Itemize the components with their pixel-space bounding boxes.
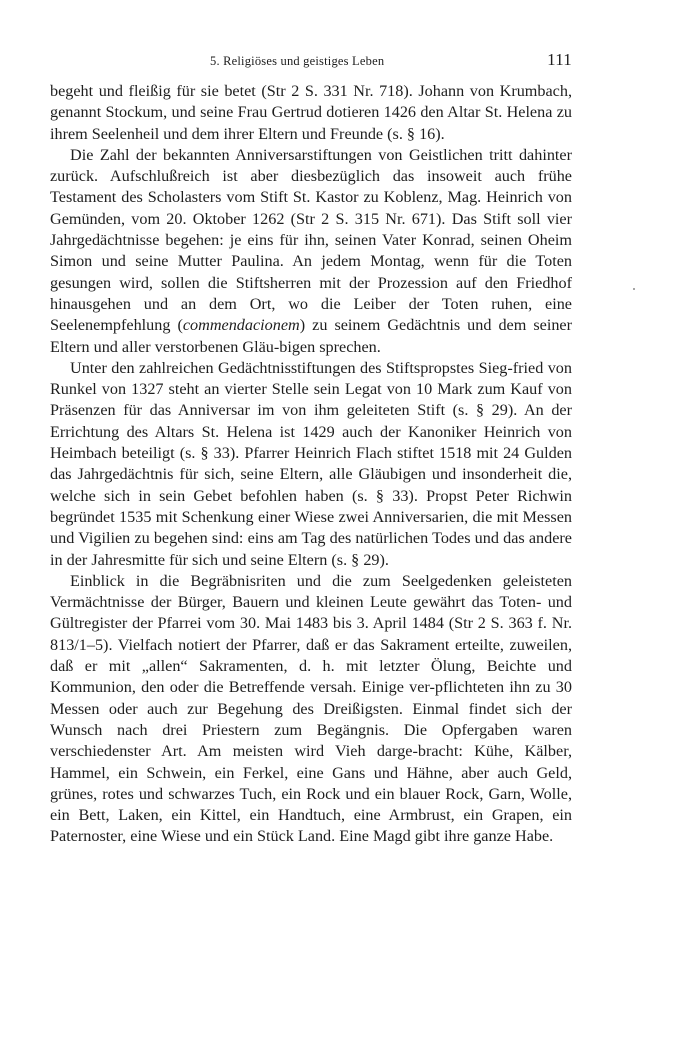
paragraph-burial-rites: Einblick in die Begräbnisriten und die zum Seelgedenken geleisteten Vermächtnisse der Bürger, Bauern und kleinen Leute gewährt das Toten- und Gültregister der Pfarrei vom 30. Mai 1483 bis 3. April 1484 (Str 2 S. 363 f. Nr. 813/1–5). Vielfach notiert der Pfarrer, daß er das Sakrament erteilte, zuweilen, daß er mit „allen“ Sakramenten, d. h. mit letzter Ölung, Beichte und Kommunion, den oder die Betreffende versah. Einige ver-pflichteten ihn zu 30 Messen oder auch zur Begehung des Dreißigsten. Einmal findet sich der Wunsch nach drei Priestern zum Begängnis. Die Opfergaben waren verschiedenster Art. Am meisten wird Vieh darge-bracht: Kühe, Kälber, Hammel, ein Schwein, ein Ferkel, eine Gans und Hähne, aber auch Geld, grünes, rotes und schwarzes Tuch, ein Rock und ein blauer Rock, Garn, Wolle, ein Bett, Laken, ein Kittel, ein Handtuch, eine Armbrust, ein Grapen, ein Paternoster, eine Wiese und ein Stück Land. Eine Magd gibt ihre ganze Habe.: [50, 571, 572, 846]
page-number: 111: [547, 50, 572, 69]
paragraph-continuation: begeht und fleißig für sie betet (Str 2 S. 331 Nr. 718). Johann von Krumbach, genannt Stockum, und seine Frau Gertrud dotieren 1426 den Altar St. Helena zu ihrem Seelenheil und dem ihrer Eltern und Freunde (s. § 16).: [50, 82, 572, 143]
paragraph-anniversaries-clergy: [50, 145, 572, 358]
running-head: [50, 50, 572, 72]
scan-speck: [633, 288, 635, 290]
latin-term: commendacionem: [182, 316, 300, 335]
paragraph-text-part: Die Zahl der bekannten Anniversarstiftungen von Geistlichen tritt dahinter zurück. Aufschlußreich ist aber diesbezüglich das insoweit auch frühe Testament des Scholasters vom Stift St. Kastor zu Koblenz, Mag. Heinrich von Gemünden, vom 20. Oktober 1262 (Str 2 S. 315 Nr. 671). Das Stift soll vier Jahrgedächtnisse begehen: je eins für ihn, seinen Vater Konrad, seinen Oheim Simon und seine Mutter Paulina. An jedem Montag, wenn für die Toten gesungen wird, sollen die Stiftsherren mit der Prozession auf den Friedhof hinausgehen und an dem Ort, wo die Leiber der Toten ruhen, eine Seelenempfehlung (: [50, 145, 572, 335]
paragraph-memorial-foundations: Unter den zahlreichen Gedächtnisstiftungen des Stiftspropstes Sieg-fried von Runkel von 1327 steht an vierter Stelle sein Legat von 10 Mark zum Kauf von Präsenzen für das Anniversar im von ihm geleiteten Stift (s. § 29). An der Errichtung des Altars St. Helena ist 1429 auch der Kanoniker Heinrich von Heimbach beteiligt (s. § 33). Pfarrer Heinrich Flach stiftet 1518 mit 24 Gulden das Jahrgedächtnis für sich, seine Eltern, alle Gläubigen und insonderheit die, welche sich in sein Gebet befohlen haben (s. § 33). Propst Peter Richwin begründet 1535 mit Schenkung einer Wiese zwei Anniversarien, die mit Messen und Vigilien zu begehen sind: eins am Tag des natürlichen Todes und das andere in der Jahresmitte für sich und seine Eltern (s. § 29).: [50, 358, 572, 569]
running-title: 5. Religiöses und geistiges Leben: [210, 54, 385, 68]
paragraph-text-part: ) zu seinem Gedächtnis und dem seiner Eltern und aller verstorbenen Gläu-bigen sprechen.: [50, 316, 572, 356]
book-page: [50, 50, 572, 848]
body-text: [50, 81, 572, 848]
